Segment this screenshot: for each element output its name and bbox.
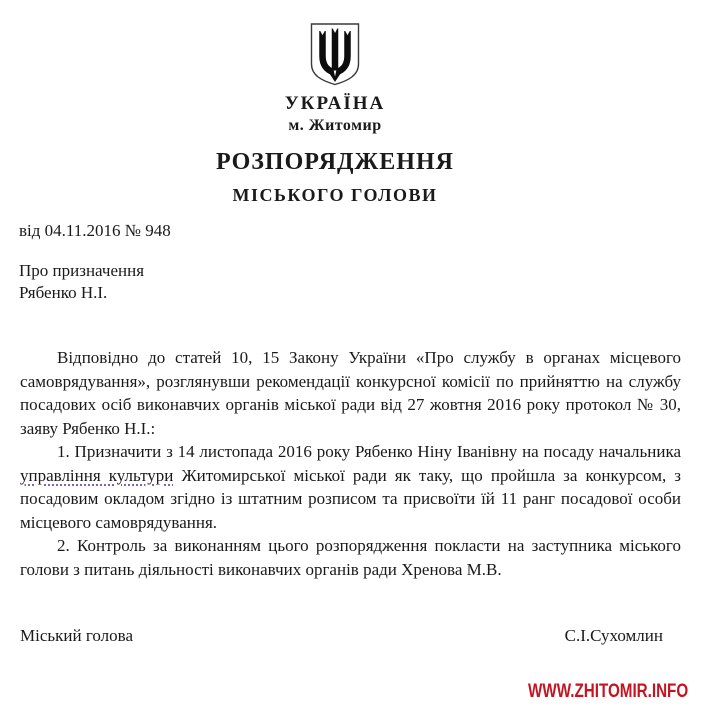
subject-line-2: Рябенко Н.І. [19,283,108,302]
paragraph-item-1-pre: 1. Призначити з 14 листопада 2016 року Рябенко Ніну Іванівну на посаду начальника [57,442,681,461]
paragraph-preamble-text: Відповідно до статей 10, 15 Закону України «Про службу в органах місцевого самоврядування», розглянувши рекомендації конкурсної комісії по прийняттю на службу посадових осіб виконавчих органів міської ради від 27 жовтня 2016 року протокол № 30, заяву Рябенко Н.І.: [20,348,681,438]
date-number-line: від 04.11.2016 № 948 [19,221,171,240]
grammar-underlined-phrase: управління культури [20,465,174,485]
document-type-title: РОЗПОРЯДЖЕННЯ [216,149,454,175]
signatory-position: Міський голова [20,626,133,645]
subject-line-1: Про призначення [19,261,145,280]
city-name: м. Житомир [288,117,382,134]
ukraine-trident-emblem-icon [307,21,363,88]
paragraph-item-2-text: 2. Контроль за виконанням цього розпорядження покласти на заступника міського голови з питань діяльності виконавчих органів ради Хренова М.В. [20,536,681,579]
paragraph-preamble [20,346,681,440]
subject-block [19,260,144,304]
paragraph-item-2 [20,534,681,581]
paragraph-item-1-post: Житомирської міської ради як таку, що пройшла за конкурсом, з посадовим окладом згідно із штатним розписом та присвоїти їй 11 ранг посадової особи місцевого самоврядування. [20,465,681,532]
signatory-name: С.І.Сухомлин [564,626,663,645]
document-type-subtitle: МІСЬКОГО ГОЛОВИ [232,185,438,205]
signature-row [20,626,663,646]
paragraph-item-1 [20,440,681,534]
document-body [20,346,681,581]
country-name: УКРАЇНА [284,93,386,114]
site-watermark: WWW.ZHITOMIR.INFO [527,681,688,702]
emblem-container [0,21,670,88]
